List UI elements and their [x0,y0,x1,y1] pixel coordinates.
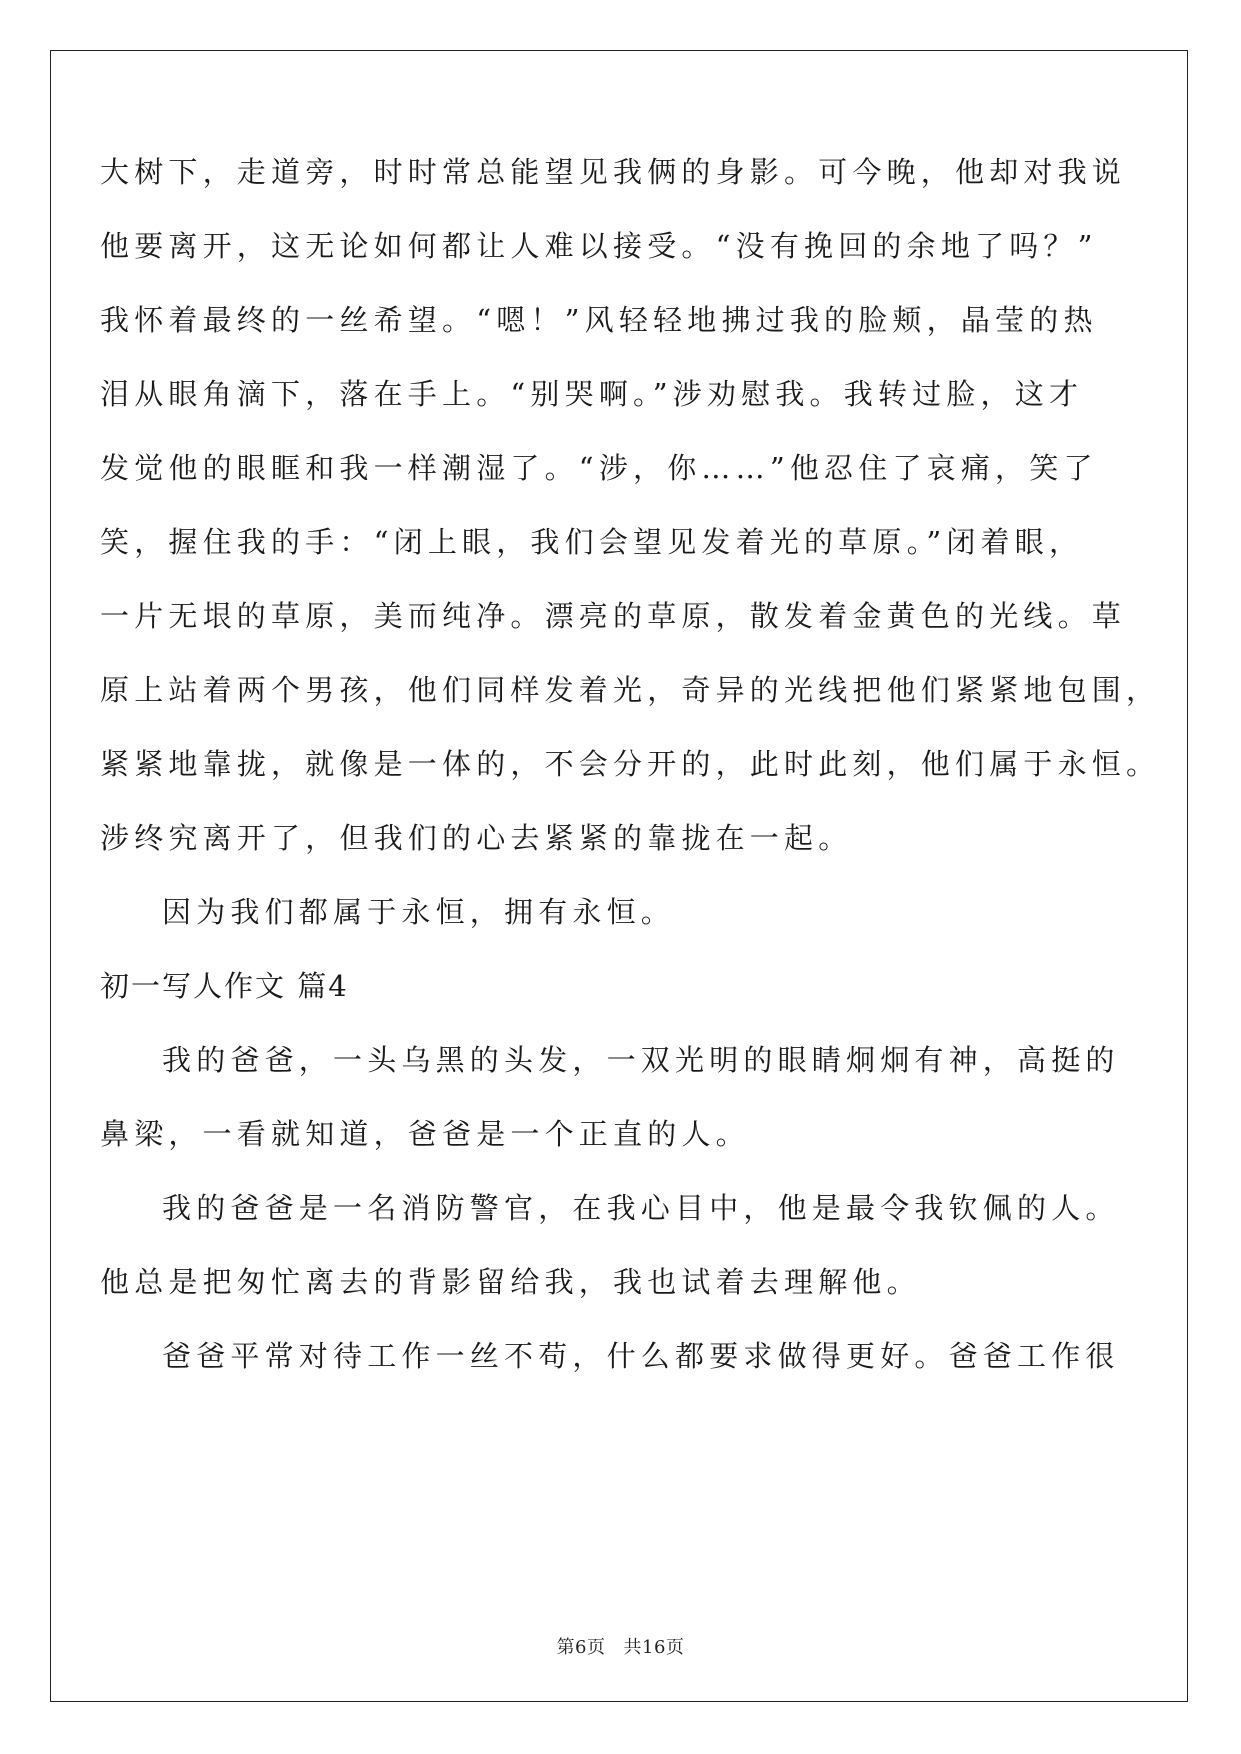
paragraph-line: 大树下，走道旁，时时常总能望见我俩的身影。可今晚，他却对我说 [100,155,1127,189]
page-footer [0,1636,1241,1660]
paragraph-line: 他总是把匆忙离去的背影留给我，我也试着去理解他。 [100,1265,921,1299]
paragraph-line: 我的爸爸，一头乌黑的头发，一双光明的眼睛炯炯有神，高挺的 [162,1043,1120,1077]
paragraph-line: 我怀着最终的一丝希望。“嗯！”风轻轻地拂过我的脸颊，晶莹的热 [100,303,1098,337]
paragraph-line: 发觉他的眼眶和我一样潮湿了。“涉，你……”他忍住了哀痛，笑了 [100,451,1098,485]
paragraph-line: 紧紧地靠拢，就像是一体的，不会分开的，此时此刻，他们属于永恒。 [100,747,1161,781]
paragraph-line: 涉终究离开了，但我们的心去紧紧的靠拢在一起。 [100,821,853,855]
page-border [50,50,1188,1702]
paragraph-line: 我的爸爸是一名消防警官，在我心目中，他是最令我钦佩的人。 [162,1191,1120,1225]
page-total: 共16页 [623,1637,685,1658]
paragraph-line: 鼻梁，一看就知道，爸爸是一个正直的人。 [100,1117,750,1151]
paragraph-line: 爸爸平常对待工作一丝不苟，什么都要求做得更好。爸爸工作很 [162,1339,1120,1373]
paragraph-line: 他要离开，这无论如何都让人难以接受。“没有挽回的余地了吗？” [100,229,1098,263]
paragraph-line: 一片无垠的草原，美而纯净。漂亮的草原，散发着金黄色的光线。草 [100,599,1127,633]
paragraph-line: 因为我们都属于永恒，拥有永恒。 [162,895,676,929]
page-number: 第6页 [556,1637,606,1658]
section-heading: 初一写人作文 篇4 [100,969,349,1003]
paragraph-line: 泪从眼角滴下，落在手上。“别哭啊。”涉劝慰我。我转过脸，这才 [100,377,1084,411]
paragraph-line: 笑，握住我的手：“闭上眼，我们会望见发着光的草原。”闭着眼， [100,525,1084,559]
paragraph-line: 原上站着两个男孩，他们同样发着光，奇异的光线把他们紧紧地包围， [100,673,1161,707]
